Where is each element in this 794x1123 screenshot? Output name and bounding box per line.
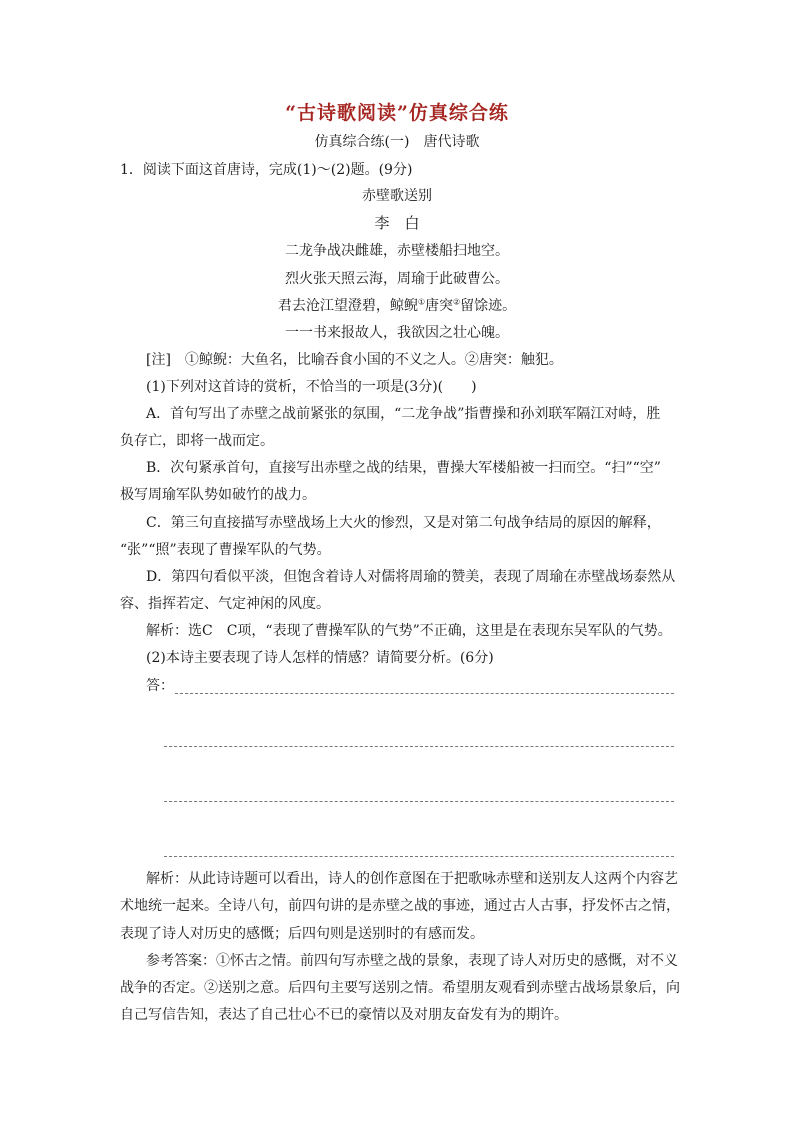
reference-answer-line-1: 参考答案：①怀古之情。前四句写赤壁之战的景象，表现了诗人对历史的感慨，对不义 [146, 953, 678, 969]
option-b-line-1: B．次句紧承首句，直接写出赤壁之战的结果，曹操大军楼船被一扫而空。“扫”“空” [146, 460, 661, 476]
footnote-marker-1: ① [417, 297, 425, 307]
reference-answer-line-2: 战争的否定。②送别之意。后四句主要写送别之情。希望朋友观看到赤壁古战场景象后，向 [120, 980, 680, 996]
q1-1-stem: (1)下列对这首诗的赏析，不恰当的一项是(3分)( ) [146, 379, 477, 395]
option-a-line-2: 负存亡，即将一战而定。 [120, 433, 274, 449]
question-1-intro: 1．阅读下面这首唐诗，完成(1)～(2)题。(9分) [120, 162, 413, 178]
option-c-line-2: “张”“照”表现了曹操军队的气势。 [120, 542, 331, 558]
q1-1-analysis: 解析：选C C项，“表现了曹操军队的气势”不正确，这里是在表现东吴军队的气势。 [146, 623, 672, 639]
doc-title: “古诗歌阅读”仿真综合练 [285, 102, 509, 124]
poem-author: 李 白 [374, 214, 420, 232]
option-c-line-1: C．第三句直接描写赤壁战场上大火的惨烈，又是对第二句战争结局的原因的解释， [146, 515, 661, 531]
poem-line-2: 烈火张天照云海，周瑜于此破曹公。 [285, 271, 509, 287]
q1-2-analysis-line-2: 术地统一起来。全诗八句，前四句讲的是赤壁之战的事迹，通过古人古事，抒发怀古之情， [120, 898, 680, 914]
option-b-line-2: 极写周瑜军队势如破竹的战力。 [120, 487, 316, 503]
answer-line-3[interactable] [164, 801, 674, 802]
poem-line-4: 一一书来报故人，我欲因之壮心魄。 [285, 325, 509, 341]
option-d-line-2: 容、指挥若定、气定神闲的风度。 [120, 596, 330, 612]
answer-line-2[interactable] [164, 746, 674, 747]
poem-line-1: 二龙争战决雌雄，赤壁楼船扫地空。 [285, 243, 509, 259]
reference-answer-line-3: 自己写信告知，表达了自己壮心不已的豪情以及对朋友奋发有为的期许。 [120, 1007, 568, 1023]
poem-line-3: 君去沧江望澄碧，鲸鲵①唐突②留馀迹。 [277, 297, 517, 314]
q1-2-analysis-line-3: 表现了诗人对历史的感慨；后四句则是送别时的有感而发。 [120, 926, 484, 942]
answer-label: 答： [146, 678, 174, 694]
answer-line-1[interactable] [175, 693, 674, 694]
poem-title: 赤壁歌送别 [362, 188, 432, 204]
answer-line-4[interactable] [164, 856, 674, 857]
doc-subtitle: 仿真综合练(一) 唐代诗歌 [314, 134, 480, 150]
poem-note: [注] ①鲸鲵：大鱼名，比喻吞食小国的不义之人。②唐突：触犯。 [146, 352, 563, 368]
footnote-marker-2: ② [453, 297, 461, 307]
q1-2-analysis-line-1: 解析：从此诗诗题可以看出，诗人的创作意图在于把歌咏赤壁和送别友人这两个内容艺 [146, 871, 678, 887]
option-a-line-1: A．首句写出了赤壁之战前紧张的氛围，“二龙争战”指曹操和孙刘联军隔江对峙，胜 [146, 406, 661, 422]
q1-2-stem: (2)本诗主要表现了诗人怎样的情感？请简要分析。(6分) [146, 650, 494, 666]
option-d-line-1: D．第四句看似平淡，但饱含着诗人对儒将周瑜的赞美，表现了周瑜在赤壁战场泰然从 [146, 569, 676, 585]
